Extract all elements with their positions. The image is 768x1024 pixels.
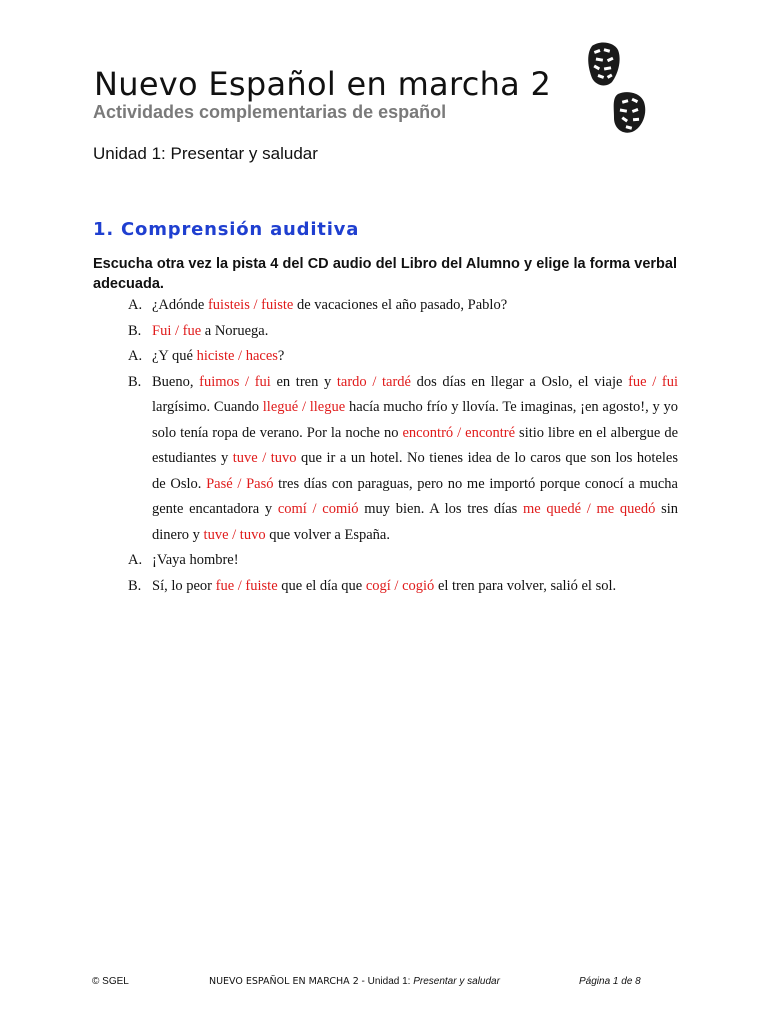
dialogue-text <box>152 344 678 370</box>
verb-option: comí / comió <box>277 501 359 517</box>
dialogue-text <box>152 319 678 345</box>
dialogue-segment: ? <box>277 348 285 364</box>
footer-copyright: © SGEL <box>92 976 129 987</box>
footprint-icon <box>578 40 650 136</box>
subtitle: Actividades complementarias de español <box>93 102 447 122</box>
dialogue-segment: en tren y <box>270 373 337 390</box>
dialogue-segment: largísimo. Cuando <box>152 399 263 415</box>
dialogue-segment: que ir a un hotel. No tienes idea de lo caros que son los hoteles de Oslo. <box>152 450 678 492</box>
dialogue-segment: el tren para volver, salió el sol. <box>434 577 617 594</box>
dialogue-segment: que el día que <box>277 577 366 594</box>
dialogue-segment: que volver a España. <box>265 526 390 543</box>
dialogue-segment: hacía mucho frío y llovía. Te imaginas, ¡en agosto!, y yo solo tenía ropa de verano. Por la noche no <box>152 399 679 441</box>
speaker-label: A. <box>128 348 143 364</box>
speaker-label: B. <box>128 577 142 594</box>
footer-book-title: NUEVO ESPAÑOL EN MARCHA 2 <box>209 976 359 987</box>
verb-option: cogí / cogió <box>365 577 435 594</box>
dialogue-line <box>128 370 678 549</box>
page-title: Nuevo Español en marcha 2 <box>94 65 552 104</box>
footer-page-number: Página 1 de 8 <box>579 976 641 987</box>
instruction: Escucha otra vez la pista 4 del CD audio del Libro del Alumno y elige la forma verbal adecuada. <box>93 255 677 292</box>
dialogue-segment: muy bien. A los tres días <box>358 501 523 517</box>
dialogue-segment: sitio libre en el albergue de estudiantes y <box>152 424 679 466</box>
dialogue-segment: sin dinero y <box>152 501 679 543</box>
verb-option: tardo / tardé <box>336 373 411 390</box>
dialogue-segment: tres días con paraguas, pero no me importó porque conocí a mucha gente encantadora y <box>152 475 678 517</box>
speaker-label: A. <box>128 552 143 568</box>
dialogue-segment: de vacaciones el año pasado, Pablo? <box>293 297 508 313</box>
dialogue-segment: ¿Adónde <box>152 297 208 313</box>
verb-option: Pasé / Pasó <box>206 475 274 492</box>
dialogue-text <box>152 548 678 574</box>
footer <box>0 976 768 992</box>
dialogue <box>128 293 678 599</box>
speaker-label: B. <box>128 322 142 339</box>
verb-option: encontró / encontré <box>402 424 516 441</box>
speaker-label: B. <box>128 373 142 390</box>
footer-book-info <box>209 976 500 987</box>
dialogue-line <box>128 574 678 600</box>
verb-option: fuimos / fui <box>199 373 271 390</box>
dialogue-line <box>128 293 678 319</box>
section-heading: 1. Comprensión auditiva <box>93 218 360 240</box>
dialogue-line <box>128 319 678 345</box>
dialogue-line <box>128 344 678 370</box>
verb-option: fuisteis / fuiste <box>207 297 294 313</box>
verb-option: llegué / llegue <box>262 399 346 415</box>
dialogue-text <box>152 574 678 600</box>
verb-option: hiciste / haces <box>196 348 278 364</box>
dialogue-text <box>152 370 678 549</box>
dialogue-segment: Sí, lo peor <box>152 577 216 594</box>
dialogue-segment: a Noruega. <box>201 322 269 339</box>
dialogue-segment: ¡Vaya hombre! <box>152 552 239 568</box>
unit-title: Unidad 1: Presentar y saludar <box>93 144 318 163</box>
footer-separator: - Unidad 1: <box>358 976 414 987</box>
verb-option: Fui / fue <box>152 322 202 339</box>
dialogue-text <box>152 293 678 319</box>
verb-option: me quedé / me quedó <box>523 501 656 517</box>
dialogue-line <box>128 548 678 574</box>
verb-option: tuve / tuvo <box>203 526 266 543</box>
speaker-label: A. <box>128 297 143 313</box>
dialogue-segment: Bueno, <box>152 373 200 390</box>
verb-option: fue / fuiste <box>215 577 278 594</box>
verb-option: fue / fui <box>628 373 678 390</box>
verb-option: tuve / tuvo <box>232 450 297 466</box>
dialogue-segment: dos días en llegar a Oslo, el viaje <box>410 373 629 390</box>
dialogue-segment: ¿Y qué <box>152 348 197 364</box>
footer-unit-title: Presentar y saludar <box>413 976 500 987</box>
